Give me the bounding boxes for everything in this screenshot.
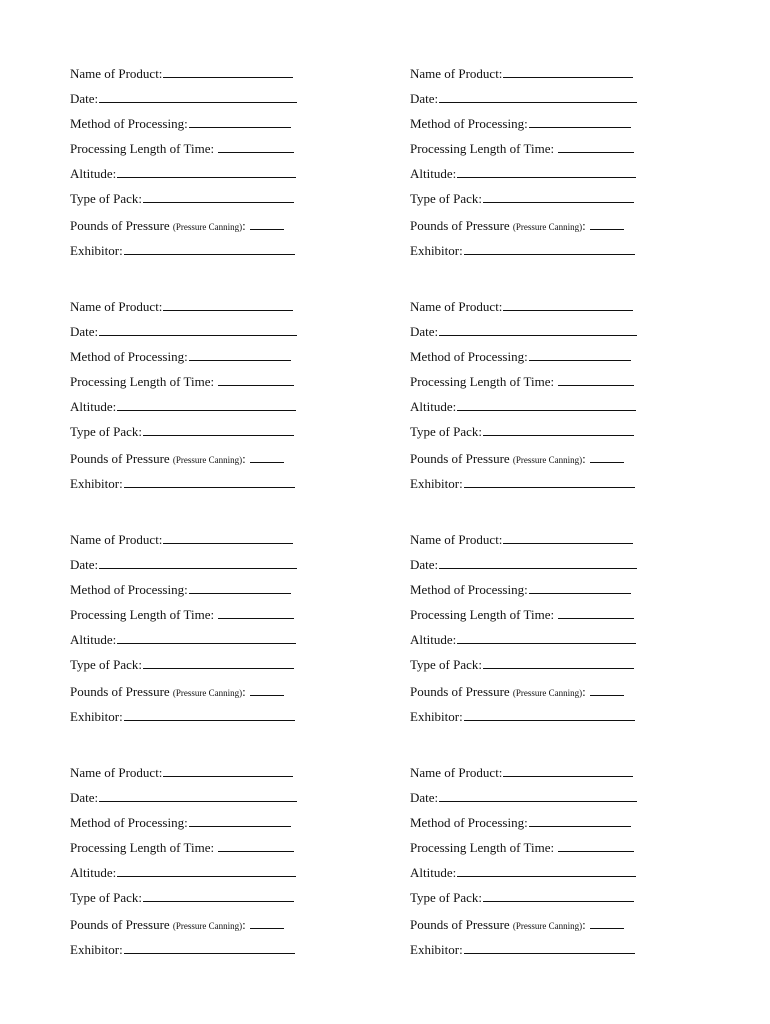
- pounds-of-pressure-colon: :: [242, 684, 246, 699]
- pounds-of-pressure-label: Pounds of Pressure: [70, 451, 170, 466]
- pounds-of-pressure-line: [70, 451, 284, 468]
- method-of-processing-label: Method of Processing:: [70, 116, 188, 131]
- type-of-pack-blank[interactable]: [483, 890, 634, 902]
- name-of-product-line: [70, 765, 293, 781]
- name-of-product-line: [70, 299, 293, 315]
- processing-length-line: [410, 607, 634, 623]
- processing-length-label: Processing Length of Time:: [410, 607, 555, 622]
- exhibitor-blank[interactable]: [124, 709, 295, 721]
- pressure-canning-note: (Pressure Canning): [512, 921, 583, 931]
- method-of-processing-line: [70, 349, 291, 365]
- date-line: [70, 557, 297, 573]
- pounds-of-pressure-colon: :: [242, 917, 246, 932]
- exhibitor-line: [410, 476, 635, 492]
- exhibitor-label: Exhibitor:: [410, 709, 463, 724]
- date-blank[interactable]: [439, 790, 637, 802]
- method-of-processing-blank[interactable]: [189, 582, 291, 594]
- exhibitor-label: Exhibitor:: [410, 942, 463, 957]
- name-of-product-label: Name of Product:: [410, 765, 503, 780]
- method-of-processing-line: [70, 582, 291, 598]
- date-line: [410, 324, 637, 340]
- processing-length-label: Processing Length of Time:: [410, 141, 555, 156]
- method-of-processing-blank[interactable]: [189, 815, 291, 827]
- name-of-product-blank[interactable]: [163, 532, 293, 544]
- exhibitor-blank[interactable]: [464, 709, 635, 721]
- method-of-processing-line: [410, 116, 631, 132]
- date-label: Date:: [70, 91, 99, 106]
- pounds-of-pressure-line: [70, 684, 284, 701]
- processing-length-blank[interactable]: [218, 374, 294, 386]
- pounds-of-pressure-label: Pounds of Pressure: [70, 684, 170, 699]
- name-of-product-label: Name of Product:: [70, 765, 163, 780]
- altitude-label: Altitude:: [410, 166, 457, 181]
- pressure-canning-note: (Pressure Canning): [172, 455, 243, 465]
- processing-length-line: [70, 607, 294, 623]
- exhibitor-label: Exhibitor:: [70, 243, 123, 258]
- altitude-label: Altitude:: [70, 166, 117, 181]
- name-of-product-label: Name of Product:: [410, 299, 503, 314]
- pounds-of-pressure-colon: :: [582, 917, 586, 932]
- altitude-blank[interactable]: [457, 166, 636, 178]
- pounds-of-pressure-label: Pounds of Pressure: [410, 684, 510, 699]
- pressure-canning-note: (Pressure Canning): [172, 222, 243, 232]
- date-line: [70, 91, 297, 107]
- altitude-blank[interactable]: [457, 865, 636, 877]
- altitude-line: [70, 865, 296, 881]
- name-of-product-line: [70, 532, 293, 548]
- exhibitor-blank[interactable]: [124, 476, 295, 488]
- pounds-of-pressure-line: [410, 451, 624, 468]
- pounds-of-pressure-colon: :: [242, 218, 246, 233]
- method-of-processing-label: Method of Processing:: [410, 582, 528, 597]
- altitude-line: [70, 632, 296, 648]
- altitude-line: [70, 166, 296, 182]
- method-of-processing-label: Method of Processing:: [410, 815, 528, 830]
- altitude-line: [410, 632, 636, 648]
- processing-length-label: Processing Length of Time:: [70, 374, 215, 389]
- pressure-canning-note: (Pressure Canning): [512, 688, 583, 698]
- exhibitor-line: [70, 476, 295, 492]
- exhibitor-label: Exhibitor:: [70, 476, 123, 491]
- pounds-of-pressure-blank[interactable]: [250, 917, 284, 929]
- entry-label-card: [410, 761, 670, 994]
- exhibitor-label: Exhibitor:: [70, 709, 123, 724]
- exhibitor-blank[interactable]: [464, 243, 635, 255]
- altitude-line: [410, 399, 636, 415]
- date-blank[interactable]: [99, 557, 297, 569]
- exhibitor-line: [410, 709, 635, 725]
- pressure-canning-note: (Pressure Canning): [512, 222, 583, 232]
- pounds-of-pressure-label: Pounds of Pressure: [70, 917, 170, 932]
- exhibitor-line: [410, 243, 635, 259]
- entry-label-card: [70, 62, 410, 295]
- method-of-processing-line: [70, 116, 291, 132]
- pounds-of-pressure-line: [410, 917, 624, 934]
- pounds-of-pressure-blank[interactable]: [590, 451, 624, 463]
- processing-length-blank[interactable]: [558, 374, 634, 386]
- method-of-processing-label: Method of Processing:: [70, 815, 188, 830]
- pounds-of-pressure-label: Pounds of Pressure: [410, 451, 510, 466]
- processing-length-blank[interactable]: [558, 141, 634, 153]
- method-of-processing-line: [410, 582, 631, 598]
- date-blank[interactable]: [439, 557, 637, 569]
- type-of-pack-label: Type of Pack:: [70, 657, 143, 672]
- altitude-line: [410, 865, 636, 881]
- type-of-pack-label: Type of Pack:: [410, 424, 483, 439]
- exhibitor-blank[interactable]: [464, 476, 635, 488]
- method-of-processing-blank[interactable]: [189, 349, 291, 361]
- method-of-processing-label: Method of Processing:: [70, 349, 188, 364]
- date-line: [410, 557, 637, 573]
- type-of-pack-label: Type of Pack:: [410, 657, 483, 672]
- date-label: Date:: [70, 557, 99, 572]
- processing-length-blank[interactable]: [558, 607, 634, 619]
- date-line: [70, 790, 297, 806]
- pounds-of-pressure-blank[interactable]: [250, 218, 284, 230]
- date-label: Date:: [410, 790, 439, 805]
- processing-length-line: [70, 840, 294, 856]
- exhibitor-line: [70, 709, 295, 725]
- processing-length-line: [410, 840, 634, 856]
- type-of-pack-blank[interactable]: [143, 657, 294, 669]
- date-label: Date:: [70, 324, 99, 339]
- altitude-label: Altitude:: [410, 865, 457, 880]
- method-of-processing-line: [410, 815, 631, 831]
- entry-label-card: [70, 295, 410, 528]
- label-sheet: [70, 62, 670, 994]
- name-of-product-blank[interactable]: [503, 532, 633, 544]
- type-of-pack-blank[interactable]: [483, 657, 634, 669]
- date-label: Date:: [410, 91, 439, 106]
- method-of-processing-line: [410, 349, 631, 365]
- name-of-product-label: Name of Product:: [410, 532, 503, 547]
- pounds-of-pressure-label: Pounds of Pressure: [410, 917, 510, 932]
- pounds-of-pressure-colon: :: [582, 684, 586, 699]
- type-of-pack-label: Type of Pack:: [70, 890, 143, 905]
- pounds-of-pressure-blank[interactable]: [250, 684, 284, 696]
- processing-length-line: [70, 374, 294, 390]
- processing-length-blank[interactable]: [218, 840, 294, 852]
- processing-length-label: Processing Length of Time:: [70, 840, 215, 855]
- altitude-blank[interactable]: [117, 632, 296, 644]
- date-line: [410, 91, 637, 107]
- processing-length-blank[interactable]: [218, 141, 294, 153]
- type-of-pack-label: Type of Pack:: [70, 191, 143, 206]
- pounds-of-pressure-blank[interactable]: [250, 451, 284, 463]
- method-of-processing-blank[interactable]: [189, 116, 291, 128]
- altitude-label: Altitude:: [410, 399, 457, 414]
- type-of-pack-blank[interactable]: [143, 424, 294, 436]
- method-of-processing-blank[interactable]: [529, 582, 631, 594]
- exhibitor-blank[interactable]: [464, 942, 635, 954]
- pounds-of-pressure-line: [70, 218, 284, 235]
- type-of-pack-line: [410, 657, 634, 673]
- name-of-product-label: Name of Product:: [70, 299, 163, 314]
- altitude-blank[interactable]: [117, 166, 296, 178]
- processing-length-label: Processing Length of Time:: [70, 607, 215, 622]
- pounds-of-pressure-colon: :: [582, 451, 586, 466]
- type-of-pack-line: [70, 191, 294, 207]
- name-of-product-blank[interactable]: [503, 299, 633, 311]
- date-label: Date:: [70, 790, 99, 805]
- name-of-product-line: [410, 532, 633, 548]
- exhibitor-line: [70, 942, 295, 958]
- date-line: [410, 790, 637, 806]
- pounds-of-pressure-label: Pounds of Pressure: [70, 218, 170, 233]
- name-of-product-line: [410, 66, 633, 82]
- name-of-product-blank[interactable]: [503, 765, 633, 777]
- exhibitor-label: Exhibitor:: [410, 243, 463, 258]
- name-of-product-label: Name of Product:: [70, 532, 163, 547]
- pounds-of-pressure-colon: :: [582, 218, 586, 233]
- date-blank[interactable]: [99, 91, 297, 103]
- type-of-pack-line: [70, 657, 294, 673]
- processing-length-blank[interactable]: [558, 840, 634, 852]
- pounds-of-pressure-blank[interactable]: [590, 917, 624, 929]
- pressure-canning-note: (Pressure Canning): [172, 688, 243, 698]
- exhibitor-line: [410, 942, 635, 958]
- entry-label-card: [410, 295, 670, 528]
- type-of-pack-blank[interactable]: [483, 191, 634, 203]
- processing-length-line: [410, 141, 634, 157]
- exhibitor-line: [70, 243, 295, 259]
- type-of-pack-label: Type of Pack:: [410, 191, 483, 206]
- entry-label-card: [410, 528, 670, 761]
- altitude-label: Altitude:: [70, 632, 117, 647]
- exhibitor-blank[interactable]: [124, 243, 295, 255]
- altitude-blank[interactable]: [457, 632, 636, 644]
- type-of-pack-blank[interactable]: [143, 191, 294, 203]
- altitude-blank[interactable]: [457, 399, 636, 411]
- date-blank[interactable]: [99, 790, 297, 802]
- date-label: Date:: [410, 557, 439, 572]
- method-of-processing-label: Method of Processing:: [410, 349, 528, 364]
- pounds-of-pressure-blank[interactable]: [590, 218, 624, 230]
- method-of-processing-blank[interactable]: [529, 349, 631, 361]
- type-of-pack-line: [70, 424, 294, 440]
- altitude-blank[interactable]: [117, 399, 296, 411]
- method-of-processing-line: [70, 815, 291, 831]
- pounds-of-pressure-colon: :: [242, 451, 246, 466]
- type-of-pack-label: Type of Pack:: [70, 424, 143, 439]
- altitude-blank[interactable]: [117, 865, 296, 877]
- pressure-canning-note: (Pressure Canning): [172, 921, 243, 931]
- type-of-pack-line: [410, 424, 634, 440]
- name-of-product-line: [410, 765, 633, 781]
- altitude-line: [70, 399, 296, 415]
- altitude-label: Altitude:: [70, 865, 117, 880]
- exhibitor-blank[interactable]: [124, 942, 295, 954]
- method-of-processing-label: Method of Processing:: [70, 582, 188, 597]
- altitude-label: Altitude:: [70, 399, 117, 414]
- processing-length-label: Processing Length of Time:: [410, 840, 555, 855]
- entry-label-card: [410, 62, 670, 295]
- processing-length-label: Processing Length of Time:: [410, 374, 555, 389]
- type-of-pack-label: Type of Pack:: [410, 890, 483, 905]
- date-blank[interactable]: [439, 324, 637, 336]
- date-blank[interactable]: [99, 324, 297, 336]
- method-of-processing-blank[interactable]: [529, 116, 631, 128]
- name-of-product-label: Name of Product:: [410, 66, 503, 81]
- pounds-of-pressure-line: [70, 917, 284, 934]
- exhibitor-label: Exhibitor:: [410, 476, 463, 491]
- altitude-line: [410, 166, 636, 182]
- type-of-pack-line: [410, 191, 634, 207]
- method-of-processing-blank[interactable]: [529, 815, 631, 827]
- processing-length-line: [410, 374, 634, 390]
- entry-label-card: [70, 761, 410, 994]
- pounds-of-pressure-label: Pounds of Pressure: [410, 218, 510, 233]
- type-of-pack-blank[interactable]: [483, 424, 634, 436]
- pressure-canning-note: (Pressure Canning): [512, 455, 583, 465]
- processing-length-blank[interactable]: [218, 607, 294, 619]
- name-of-product-blank[interactable]: [163, 66, 293, 78]
- name-of-product-blank[interactable]: [163, 299, 293, 311]
- name-of-product-blank[interactable]: [163, 765, 293, 777]
- method-of-processing-label: Method of Processing:: [410, 116, 528, 131]
- date-line: [70, 324, 297, 340]
- date-blank[interactable]: [439, 91, 637, 103]
- type-of-pack-line: [410, 890, 634, 906]
- exhibitor-label: Exhibitor:: [70, 942, 123, 957]
- name-of-product-blank[interactable]: [503, 66, 633, 78]
- entry-label-card: [70, 528, 410, 761]
- pounds-of-pressure-line: [410, 218, 624, 235]
- name-of-product-line: [70, 66, 293, 82]
- type-of-pack-blank[interactable]: [143, 890, 294, 902]
- date-label: Date:: [410, 324, 439, 339]
- processing-length-label: Processing Length of Time:: [70, 141, 215, 156]
- name-of-product-line: [410, 299, 633, 315]
- processing-length-line: [70, 141, 294, 157]
- pounds-of-pressure-line: [410, 684, 624, 701]
- pounds-of-pressure-blank[interactable]: [590, 684, 624, 696]
- type-of-pack-line: [70, 890, 294, 906]
- altitude-label: Altitude:: [410, 632, 457, 647]
- name-of-product-label: Name of Product:: [70, 66, 163, 81]
